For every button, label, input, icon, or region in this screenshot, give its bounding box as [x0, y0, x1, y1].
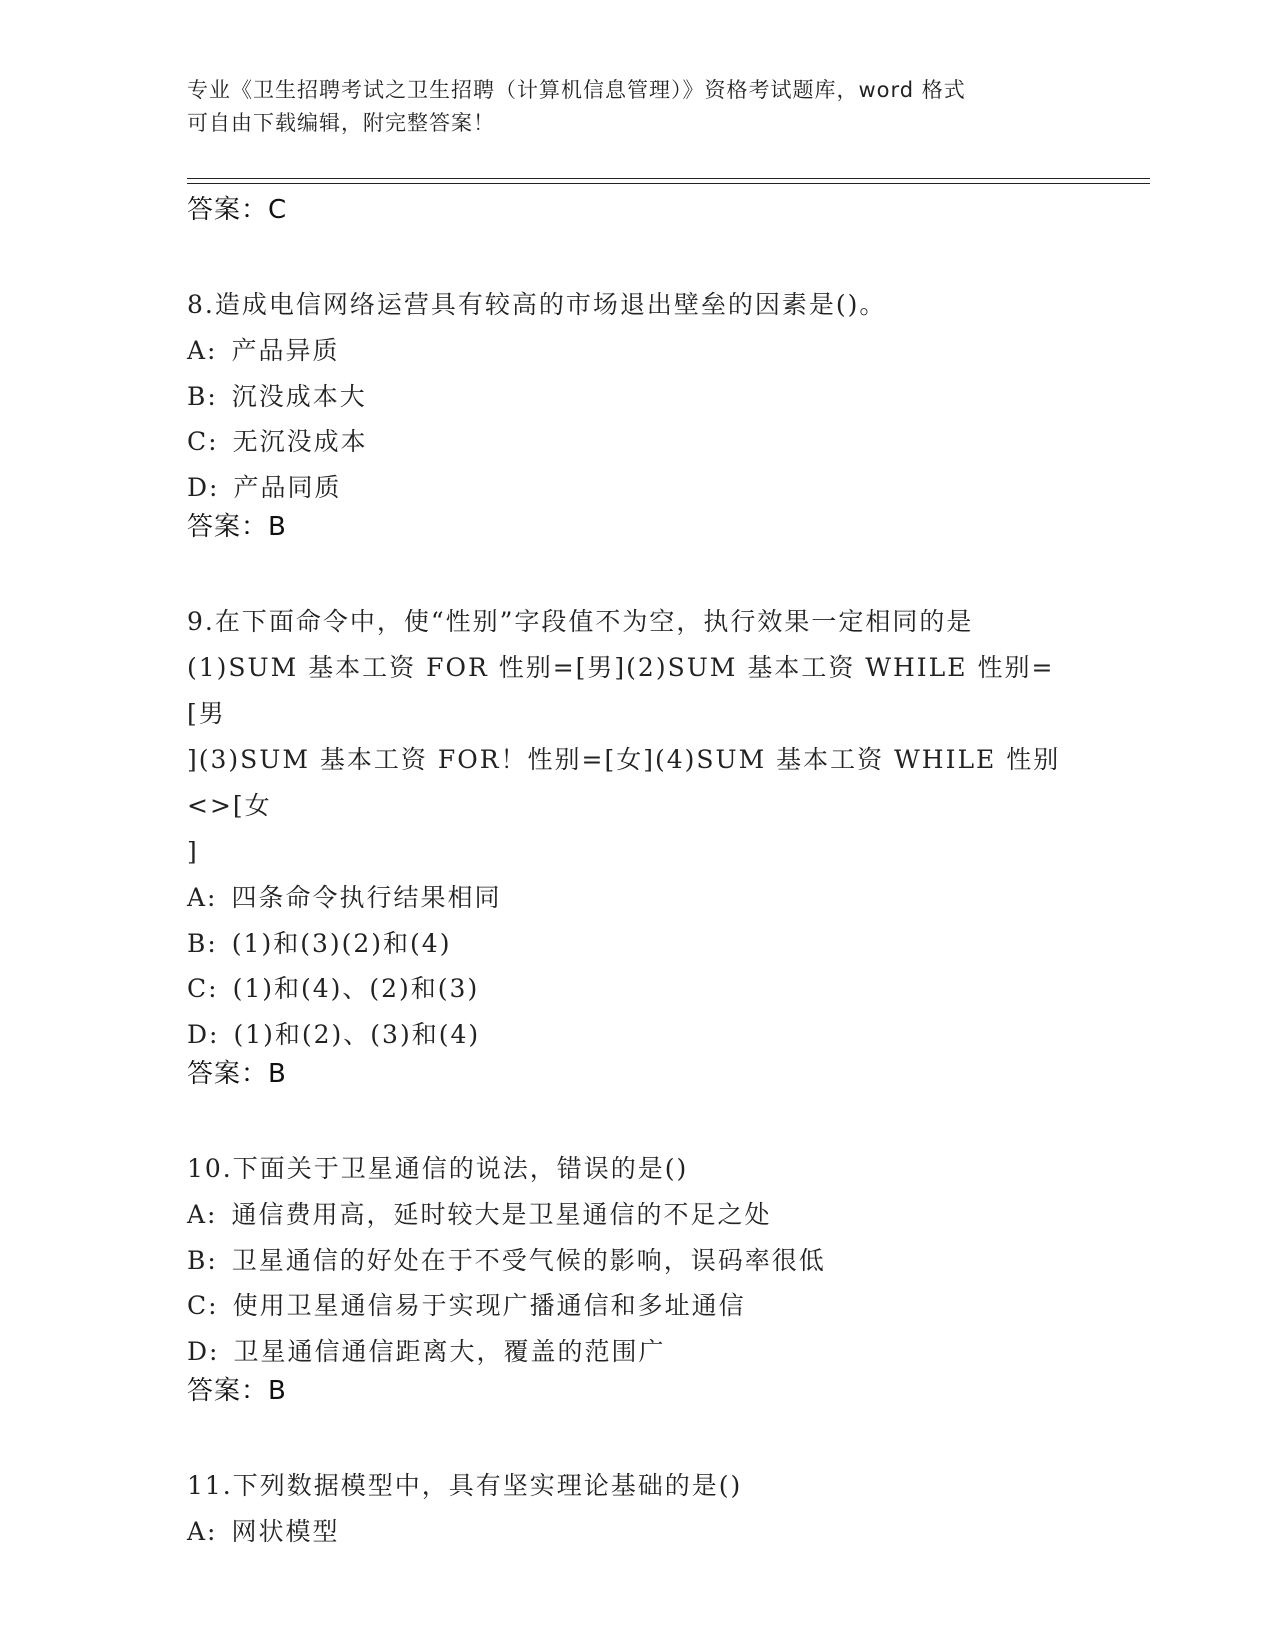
option-letter: A: [187, 1200, 218, 1229]
answer-label: 答案： [187, 195, 269, 225]
option-a [187, 875, 1087, 921]
option-text: 沉没成本大 [231, 381, 367, 411]
option-text: 卫星通信通信距离大，覆盖的范围广 [233, 1336, 666, 1366]
option-text: (1)和(4)、(2)和(3) [232, 974, 480, 1003]
option-letter: C: [187, 974, 219, 1003]
option-text: (1)和(3)(2)和(4) [231, 928, 452, 958]
question-stem: 8.造成电信网络运营具有较高的市场退出壁垒的因素是()。 [187, 290, 887, 319]
option-c [187, 1283, 1087, 1329]
header-rule-bottom [187, 183, 1150, 184]
option-text: 产品同质 [233, 472, 342, 502]
header-rule-top [187, 178, 1150, 179]
answer-value: B [268, 512, 287, 542]
spacer [187, 227, 1087, 282]
option-text: 通信费用高，延时较大是卫星通信的不足之处 [231, 1200, 772, 1229]
spacer [187, 1408, 1087, 1463]
answer-value: B [268, 1376, 287, 1406]
option-text: 卫星通信的好处在于不受气候的影响，误码率很低 [231, 1245, 826, 1275]
option-text: 产品异质 [231, 336, 340, 365]
option-letter: D: [187, 1336, 220, 1366]
spacer [187, 544, 1087, 599]
question-10 [187, 1146, 1087, 1408]
answer-line [187, 193, 1087, 227]
question-9 [187, 599, 1087, 1091]
option-text: 四条命令执行结果相同 [231, 883, 502, 912]
question-stem: 9.在下面命令中，使“性别”字段值不为空，执行效果一定相同的是 [187, 607, 974, 636]
option-text: 无沉没成本 [232, 427, 368, 456]
option-d [187, 1329, 1087, 1375]
answer-line [187, 510, 1087, 544]
answer-value: B [268, 1059, 287, 1089]
option-b [187, 1238, 1087, 1284]
option-letter: C: [187, 427, 219, 456]
option-text: (1)和(2)、(3)和(4) [233, 1019, 481, 1049]
option-letter: A: [187, 1517, 218, 1546]
question-stem-continued: (1)SUM 基本工资 FOR 性别=[男](2)SUM 基本工资 WHILE 性别=[男 [187, 653, 1055, 728]
option-d [187, 465, 1087, 511]
option-letter: A: [187, 883, 218, 912]
option-letter: B: [187, 381, 218, 411]
option-c [187, 966, 1087, 1012]
header-line-2: 可自由下载编辑，附完整答案！ [187, 111, 495, 135]
question-stem: 11.下列数据模型中，具有坚实理论基础的是() [187, 1471, 743, 1500]
question-stem: 10.下面关于卫星通信的说法，错误的是() [187, 1154, 689, 1183]
option-a [187, 1509, 1087, 1555]
option-letter: B: [187, 928, 218, 958]
option-text: 网状模型 [231, 1517, 340, 1546]
question-11 [187, 1463, 1087, 1555]
answer-label: 答案： [187, 512, 269, 542]
option-a [187, 328, 1087, 374]
question-stem-continued: ](3)SUM 基本工资 FOR！性别=[女](4)SUM 基本工资 WHILE 性别<>[女 [187, 745, 1061, 820]
spacer [187, 1091, 1087, 1146]
option-b [187, 921, 1087, 967]
header-line-1: 专业《卫生招聘考试之卫生招聘（计算机信息管理）》资格考试题库，word 格式 [187, 78, 966, 102]
option-letter: C: [187, 1291, 219, 1320]
option-b [187, 374, 1087, 420]
document-header [187, 74, 1087, 140]
option-d [187, 1012, 1087, 1058]
option-c [187, 419, 1087, 465]
question-list [187, 193, 1087, 1555]
question-8 [187, 282, 1087, 544]
answer-label: 答案： [187, 1376, 269, 1406]
option-letter: D: [187, 472, 220, 502]
question-stem-continued: ] [187, 837, 199, 866]
option-a [187, 1192, 1087, 1238]
answer-line [187, 1057, 1087, 1091]
option-letter: B: [187, 1245, 218, 1275]
answer-label: 答案： [187, 1059, 269, 1089]
option-letter: D: [187, 1019, 220, 1049]
option-letter: A: [187, 336, 218, 365]
option-text: 使用卫星通信易于实现广播通信和多址通信 [232, 1291, 746, 1320]
answer-value: C [268, 195, 288, 225]
answer-line [187, 1374, 1087, 1408]
